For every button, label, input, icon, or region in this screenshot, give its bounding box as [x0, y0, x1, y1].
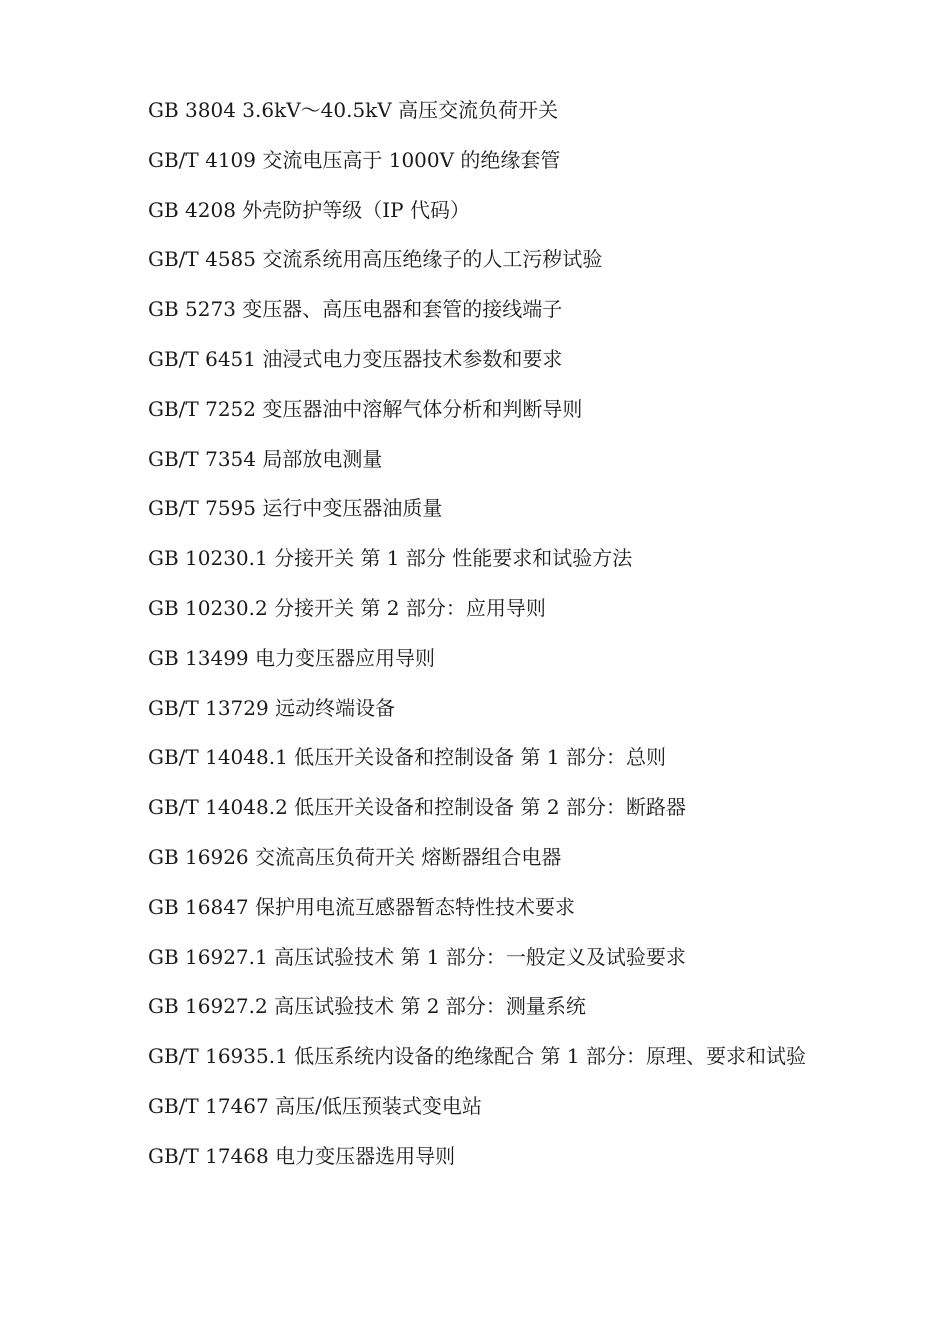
- list-item: GB 10230.2 分接开关 第 2 部分：应用导则: [148, 595, 546, 620]
- list-item: GB/T 7595 运行中变压器油质量: [148, 496, 443, 521]
- list-item: GB/T 17467 高压/低压预装式变电站: [148, 1093, 482, 1118]
- list-item: GB/T 16935.1 低压系统内设备的绝缘配合 第 1 部分：原理、要求和试验: [148, 1044, 806, 1069]
- list-item: GB 5273 变压器、高压电器和套管的接线端子: [148, 297, 563, 322]
- list-item: GB/T 7252 变压器油中溶解气体分析和判断导则: [148, 396, 583, 421]
- list-item: GB/T 7354 局部放电测量: [148, 446, 383, 471]
- list-item: GB 3804 3.6kV～40.5kV 高压交流负荷开关: [148, 98, 559, 122]
- list-item: GB 16847 保护用电流互感器暂态特性技术要求: [148, 894, 576, 919]
- list-item: GB 10230.1 分接开关 第 1 部分 性能要求和试验方法: [148, 546, 633, 571]
- list-item: GB 16926 交流高压负荷开关 熔断器组合电器: [148, 844, 562, 869]
- list-item: GB 16927.2 高压试验技术 第 2 部分：测量系统: [148, 994, 586, 1019]
- list-item: GB 4208 外壳防护等级（IP 代码）: [148, 197, 471, 222]
- list-item: GB/T 14048.1 低压开关设备和控制设备 第 1 部分：总则: [148, 745, 666, 770]
- list-item: GB/T 4109 交流电压高于 1000V 的绝缘套管: [148, 147, 561, 172]
- list-item: GB/T 14048.2 低压开关设备和控制设备 第 2 部分：断路器: [148, 795, 686, 820]
- list-item: GB/T 17468 电力变压器选用导则: [148, 1143, 456, 1168]
- list-item: GB/T 13729 远动终端设备: [148, 695, 396, 720]
- list-item: GB 13499 电力变压器应用导则: [148, 645, 436, 670]
- list-item: GB 16927.1 高压试验技术 第 1 部分：一般定义及试验要求: [148, 944, 686, 969]
- list-item: GB/T 6451 油浸式电力变压器技术参数和要求: [148, 346, 563, 371]
- standards-reference-list: [105, 86, 850, 1182]
- list-item: GB/T 4585 交流系统用高压绝缘子的人工污秽试验: [148, 247, 603, 272]
